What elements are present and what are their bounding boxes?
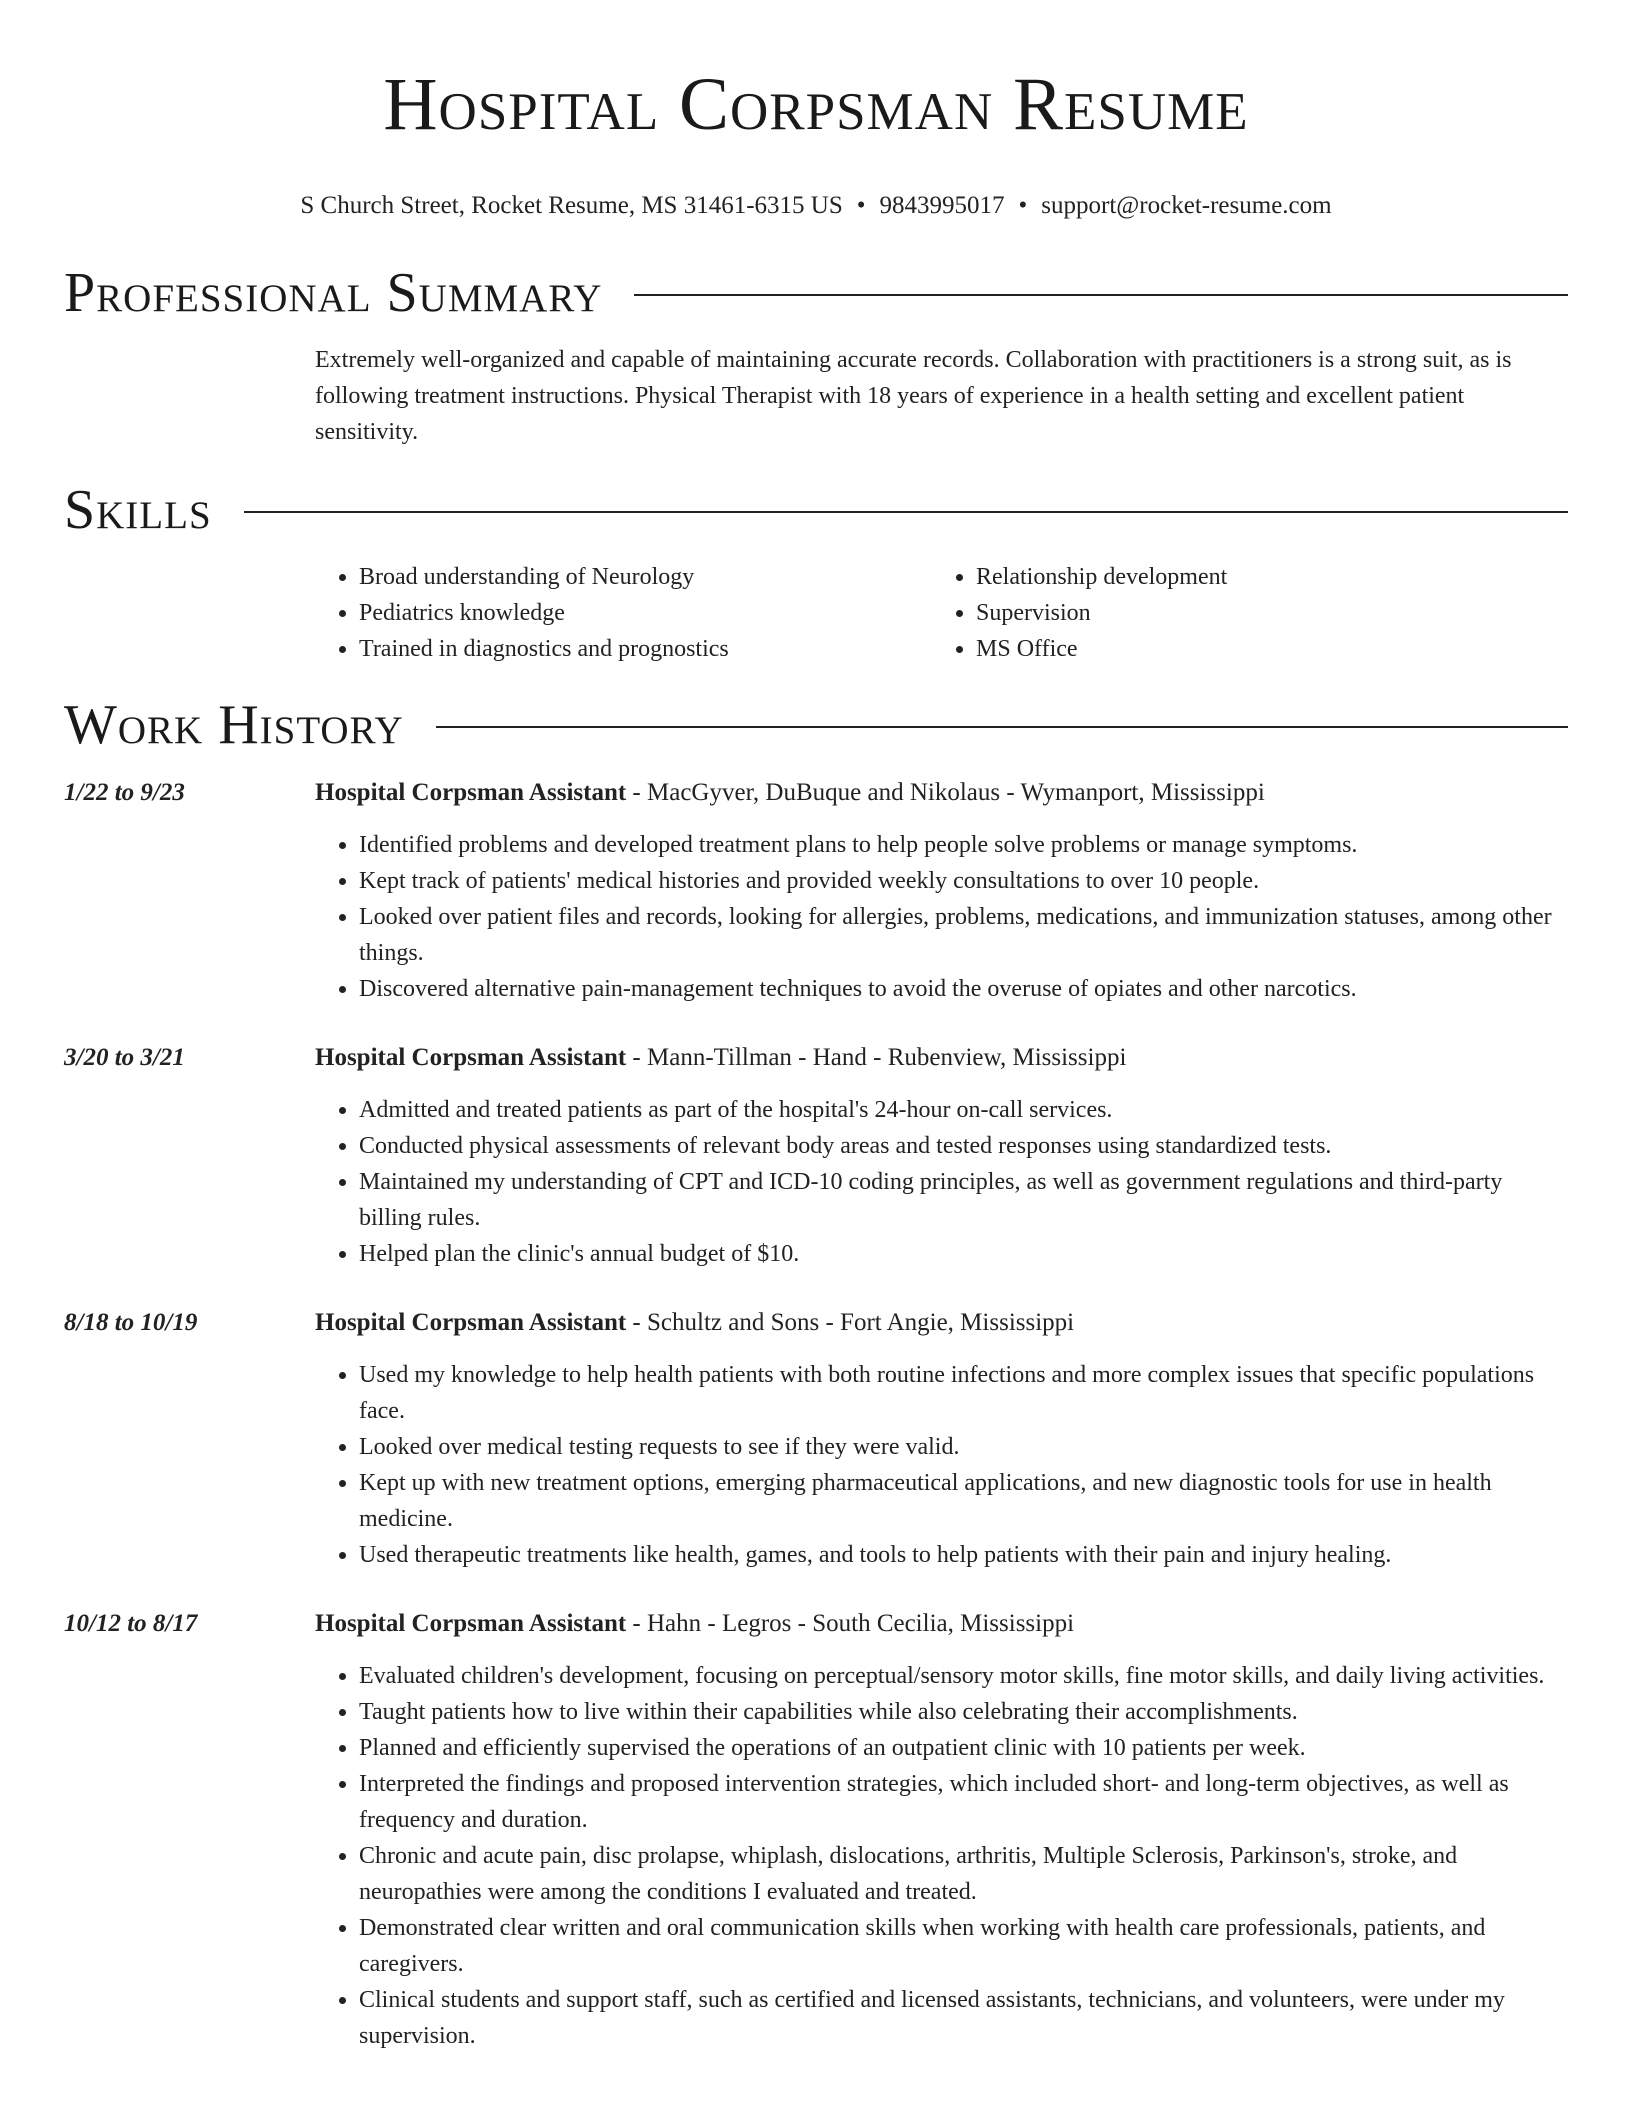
job-employer-location: - Hahn - Legros - South Cecilia, Mississippi (626, 1610, 1075, 1637)
job-dates: 1/22 to 9/23 (64, 779, 185, 806)
job-bullet: • Kept up with new treatment options, emerging pharmaceutical applications, and new diagnostic tools for use in health medicine. (359, 1465, 1568, 1537)
job-title: Hospital Corpsman Assistant (315, 1044, 627, 1071)
job-dates: 10/12 to 8/17 (64, 1610, 198, 1637)
summary-text: Extremely well-organized and capable of maintaining accurate records. Collaboration with practitioners is a strong suit, as is following treatment instructions. Physical Therapist with 18 years of experience in a health setting and excellent patient sensitivity. (315, 347, 1512, 445)
skills-column-right (932, 559, 1549, 667)
skill-item: • Supervision (976, 595, 1549, 631)
job-bullet: • Taught patients how to live within their capabilities while also celebrating their accomplishments. (359, 1694, 1568, 1730)
job-employer-location: - Schultz and Sons - Fort Angie, Mississippi (626, 1309, 1075, 1336)
job-dates: 3/20 to 3/21 (64, 1044, 185, 1071)
skill-item: • Relationship development (976, 559, 1549, 595)
skills-section-header (64, 478, 1568, 542)
skills-section-title: Skills (64, 479, 212, 541)
job-bullet: • Conducted physical assessments of relevant body areas and tested responses using standardized tests. (359, 1128, 1568, 1164)
skill-item: • Trained in diagnostics and prognostics (359, 631, 932, 667)
job-heading (315, 1305, 1568, 1341)
job-bullet: • Identified problems and developed treatment plans to help people solve problems or manage symptoms. (359, 827, 1568, 863)
job-heading (315, 775, 1568, 811)
contact-separator: • (1018, 192, 1028, 219)
job-body (315, 1040, 1568, 1272)
job-employer-location: - MacGyver, DuBuque and Nikolaus - Wymanport, Mississippi (626, 779, 1265, 806)
job-bullets (315, 1357, 1568, 1573)
work-section-title: Work History (64, 694, 404, 756)
section-divider (436, 726, 1568, 728)
contact-email: support@rocket-resume.com (1041, 192, 1332, 219)
job-title: Hospital Corpsman Assistant (315, 779, 627, 806)
work-entry (64, 775, 1568, 1007)
job-body (315, 1305, 1568, 1573)
job-bullet: • Looked over medical testing requests to see if they were valid. (359, 1429, 1568, 1465)
page-title: Hospital Corpsman Resume (383, 63, 1249, 146)
job-bullet: • Clinical students and support staff, such as certified and licensed assistants, technicians, and volunteers, were under my supervision. (359, 1982, 1568, 2054)
job-bullets (315, 827, 1568, 1007)
job-bullets (315, 1658, 1568, 2054)
contact-separator: • (856, 192, 866, 219)
summary-section-title: Professional Summary (64, 262, 603, 324)
skill-item: • Broad understanding of Neurology (359, 559, 932, 595)
work-entry (64, 1606, 1568, 2054)
job-bullet: • Looked over patient files and records, looking for allergies, problems, medications, and immunization statuses, among other things. (359, 899, 1568, 971)
skills-right-list (932, 559, 1549, 667)
summary-section-header (64, 261, 1568, 325)
job-body (315, 1606, 1568, 2054)
job-heading (315, 1606, 1568, 1642)
job-bullet: • Interpreted the findings and proposed intervention strategies, which included short- and long-term objectives, as well as frequency and duration. (359, 1766, 1568, 1838)
job-bullet: • Helped plan the clinic's annual budget of $10. (359, 1236, 1568, 1272)
job-bullet: • Discovered alternative pain-management techniques to avoid the overuse of opiates and other narcotics. (359, 971, 1568, 1007)
work-section-header (64, 693, 1568, 757)
work-entry (64, 1040, 1568, 1272)
skills-list (315, 559, 1568, 667)
job-bullet: • Used my knowledge to help health patients with both routine infections and more complex issues that specific populations face. (359, 1357, 1568, 1429)
job-bullets (315, 1092, 1568, 1272)
job-title: Hospital Corpsman Assistant (315, 1309, 627, 1336)
job-bullet: • Admitted and treated patients as part of the hospital's 24-hour on-call services. (359, 1092, 1568, 1128)
skills-column-left (315, 559, 932, 667)
section-divider (634, 294, 1568, 296)
job-bullet: • Kept track of patients' medical histories and provided weekly consultations to over 10 people. (359, 863, 1568, 899)
section-divider (244, 511, 1568, 513)
job-bullet: • Demonstrated clear written and oral communication skills when working with health care professionals, patients, and caregivers. (359, 1910, 1568, 1982)
skills-left-list (315, 559, 932, 667)
job-bullet: • Evaluated children's development, focusing on perceptual/sensory motor skills, fine motor skills, and daily living activities. (359, 1658, 1568, 1694)
job-bullet: • Planned and efficiently supervised the operations of an outpatient clinic with 10 patients per week. (359, 1730, 1568, 1766)
skill-item: • MS Office (976, 631, 1549, 667)
job-employer-location: - Mann-Tillman - Hand - Rubenview, Mississippi (626, 1044, 1127, 1071)
job-bullet: • Chronic and acute pain, disc prolapse, whiplash, dislocations, arthritis, Multiple Sclerosis, Parkinson's, stroke, and neuropathies were among the conditions I evaluated and treated. (359, 1838, 1568, 1910)
skill-item: • Pediatrics knowledge (359, 595, 932, 631)
work-entry (64, 1305, 1568, 1573)
job-dates: 8/18 to 10/19 (64, 1309, 198, 1336)
summary-section (315, 342, 1568, 450)
job-bullet: • Maintained my understanding of CPT and ICD-10 coding principles, as well as government regulations and third-party billing rules. (359, 1164, 1568, 1236)
contact-address: S Church Street, Rocket Resume, MS 31461-6315 US (300, 192, 843, 219)
contact-phone: 9843995017 (879, 192, 1005, 219)
contact-line (64, 188, 1568, 224)
job-heading (315, 1040, 1568, 1076)
job-body (315, 775, 1568, 1007)
job-title: Hospital Corpsman Assistant (315, 1610, 627, 1637)
job-bullet: • Used therapeutic treatments like health, games, and tools to help patients with their pain and injury healing. (359, 1537, 1568, 1573)
